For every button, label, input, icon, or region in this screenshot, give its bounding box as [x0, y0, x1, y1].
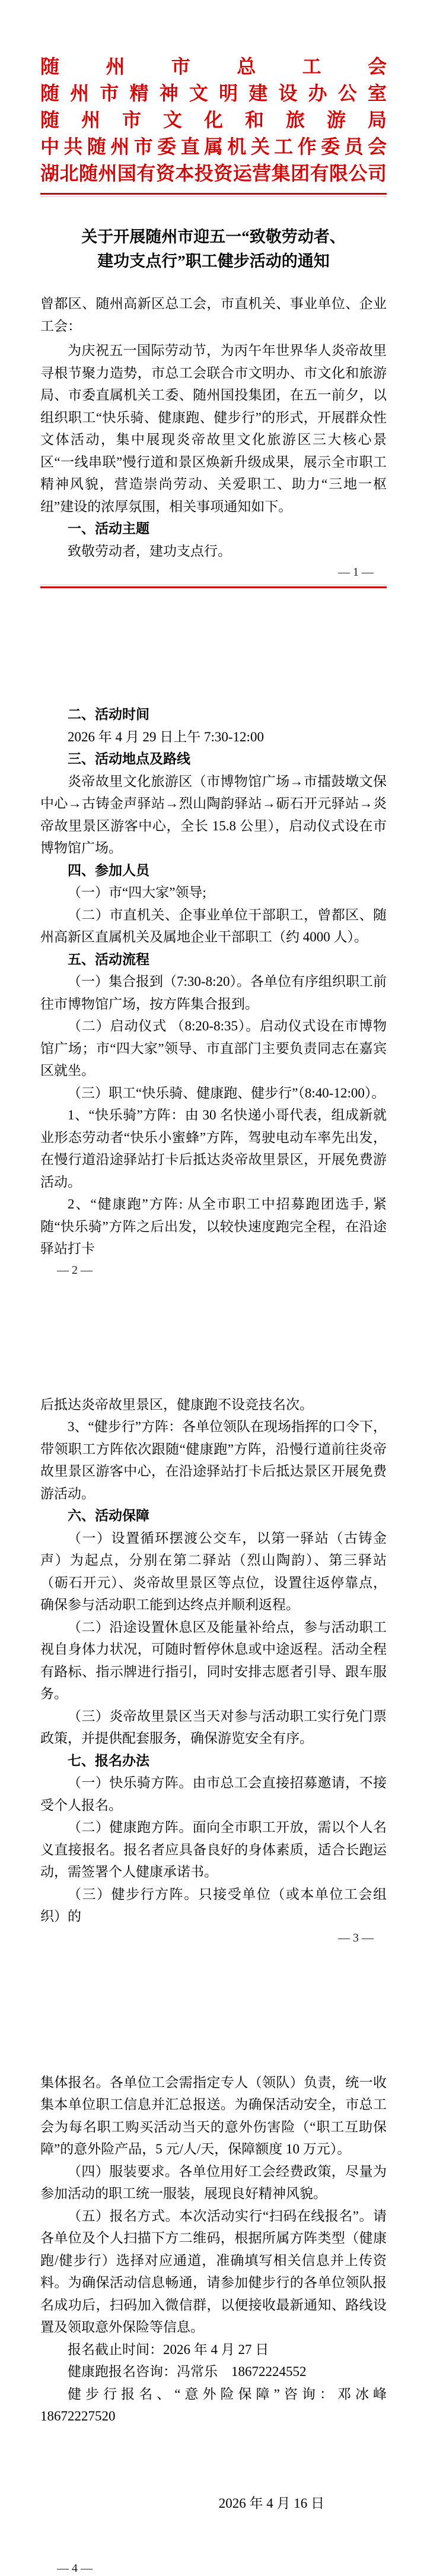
section-5-item-3: （三）职工“快乐骑、健康跑、健步行”（8:40-12:00）。: [68, 1085, 385, 1100]
contact-walk-insurance: 健步行报名、“意外险保障”咨询：邓冰峰 18672227520: [40, 2386, 400, 2423]
section-6-item-1: （一）设置循环摆渡公交车，以第一驿站（古铸金声）为起点，分别在第二驿站（烈山陶韵）、第三驿站（砺石开元）、炎帝故里景区等点位，设置往返停靠点，确保参与活动职工能到达终点并顺利返程。: [40, 1530, 387, 1612]
page-number-4: — 4 —: [57, 2562, 93, 2575]
section-5-item-2: （二）启动仪式 （8:20-8:35）。启动仪式设在市博物馆广场；市“四大家”领导、市直部门主要负责同志在嘉宾区就坐。: [40, 1019, 387, 1078]
section-6-item-2: （二）沿途设置休息区及能量补给点，参与活动职工视自身体力状况，可随时暂停休息或中途返程。活动全程有路标、指示牌进行指引，同时安排志愿者引导、跟车服务。: [40, 1619, 387, 1701]
document-title-line1: 关于开展随州市迎五一“致敬劳动者、: [81, 228, 346, 246]
section-1-heading: 一、活动主题: [68, 521, 149, 536]
page-number-2: — 2 —: [57, 1263, 93, 1277]
section-7-item-4: （四）服装要求。各单位用好工会经费政策，尽量为参加活动的职工统一服装，展现良好精神风貌。: [40, 2163, 387, 2201]
salutation: 曾都区、随州高新区总工会，市直机关、事业单位、企业工会：: [40, 296, 387, 334]
section-6-item-3: （三）炎帝故里景区当天对参与活动职工实行免门票政策，并提供配套服务，确保游览安全有序。: [40, 1708, 387, 1746]
section-5-item-1: （一）集合报到（7:30-8:20）。各单位有序组织职工前往市博物馆广场，按方阵集合报到。: [40, 974, 387, 1011]
page-4-body: [40, 2071, 400, 2515]
section-2-time: 2026 年 4 月 29 日上午 7:30-12:00: [68, 729, 264, 744]
section-4-item-2: （二）市直机关、企事业单位干部职工，曾都区、随州高新区直属机关及属地企业干部职工（约 4000 人）。: [40, 907, 387, 944]
section-3-route: 炎帝故里文化旅游区（市博物馆广场→市擂鼓墩文保中心→古铸金声驿站→烈山陶韵驿站→砺石开元驿站→炎帝故里景区游客中心，全长 15.8 公里），启动仪式设在市博物馆广场。: [40, 773, 387, 855]
section-5-sub-3: 3、“健步行”方阵：各单位领队在现场指挥的口令下，带领职工方阵依次跟随“健康跑”方阵，沿慢行道前往炎帝故里景区游客中心，在沿途驿站打卡后抵达景区开展免费游活动。: [40, 1419, 387, 1501]
section-7-item-2: （二）健康跑方阵。面向全市职工开放，需以个人名义直接报名。报名者应具备良好的身体素质，适合长跑运动，需签署个人健康承诺书。: [40, 1820, 387, 1879]
section-1-body: 致敬劳动者，建功支点行。: [68, 543, 231, 559]
page-break: [40, 1278, 387, 1394]
section-5-sub-2-part2: 后抵达炎帝故里景区，健康跑不设竞技名次。: [40, 1397, 313, 1412]
section-5-heading: 五、活动流程: [68, 951, 149, 967]
section-7-item-5: （五）报名方式。本次活动实行“扫码在线报名”。请各单位及个人扫描下方二维码，根据所属方阵类型（健康跑/健步行）选择对应通道，准确填写相关信息并上传资料。为确保活动信息畅通，请参加健步行的各单位领队报名成功后，扫码加入微信群，以便接收最新通知、路线设置及领取意外保险等信息。: [40, 2208, 387, 2334]
letterhead-org-line: 湖北随州国有资本投资运营集团有限公司: [40, 163, 387, 184]
section-3-heading: 三、活动地点及路线: [68, 751, 190, 766]
page-break: [40, 588, 387, 703]
page-break: [40, 1946, 387, 2071]
intro-paragraph: 为庆祝五一国际劳动节，为丙午年世界华人炎帝故里寻根节聚力造势，市总工会联合市文明办、市文化和旅游局、市委直属机关工委、随州国投集团，在五一前夕，以组织职工“快乐骑、健康跑、健步行”的形式，开展群众性文体活动，集中展现炎帝故里文化旅游区三大核心景区“一线串联”慢行道和景区焕新升级成果，展示全市职工精神风貌，营造崇尚劳动、关爱职工、助力“三地一枢纽”建设的浓厚氛围，相关事项通知如下。: [40, 343, 387, 514]
letterhead-org-line: 随州市文化和旅游局: [40, 109, 387, 131]
section-7-heading: 七、报名办法: [68, 1752, 149, 1768]
section-7-item-3-part1: （三）健步行方阵。只接受单位（或本单位工会组织）的: [40, 1886, 387, 1924]
section-6-heading: 六、活动保障: [68, 1508, 149, 1523]
issue-date: 2026 年 4 月 16 日: [218, 2495, 324, 2511]
document-title-line2: 建功支点行”职工健步活动的通知: [97, 252, 330, 270]
page-3-body: [40, 1394, 387, 1928]
section-7-item-3-part2: 集体报名。各单位工会需指定专人（领队）负责，统一收集本单位职工信息并汇总报送。为确保活动安全，市总工会为每名职工购买活动当天的意外伤害险（“职工互助保障”的意外险产品，5 元/人/天，保障额度 10 万元）。: [40, 2074, 387, 2156]
letterhead-org-line: 随州市精神文明建设办公室: [40, 83, 387, 104]
page-number-3: — 3 —: [338, 1931, 374, 1944]
letterhead: [40, 0, 387, 187]
document-title: [40, 225, 387, 274]
page-2-body: [40, 703, 387, 1260]
page-number-1: — 1 —: [338, 566, 374, 579]
section-4-item-1: （一）市“四大家”领导;: [68, 885, 206, 900]
letterhead-org-line: 随州市总工会: [40, 56, 387, 77]
letterhead-separator-line: [40, 193, 387, 196]
section-5-sub-1: 1、“快乐骑”方阵：由 30 名快递小哥代表，组成新就业形态劳动者“快乐小蜜蜂”方阵，驾驶电动车率先出发，在慢行道沿途驿站打卡后抵达炎帝故里景区，开展免费游活动。: [40, 1108, 387, 1189]
letterhead-org-line: 中共随州市委直属机关工作委员会: [40, 136, 387, 157]
section-5-sub-2-part1: 2、“健康跑”方阵: 从全市职工中招募跑团选手, 紧随“快乐骑”方阵之后出发，以较快速度跑完全程，在沿途驿站打卡: [40, 1197, 387, 1256]
section-4-heading: 四、参加人员: [68, 862, 149, 878]
section-7-item-1: （一）快乐骑方阵。由市总工会直接招募邀请，不接受个人报名。: [40, 1775, 387, 1813]
contact-health-run: 健康跑报名咨询：冯常乐 18672224552: [68, 2364, 307, 2379]
section-2-heading: 二、活动时间: [68, 706, 149, 722]
registration-deadline: 报名截止时间：2026 年 4 月 27 日: [68, 2342, 269, 2357]
